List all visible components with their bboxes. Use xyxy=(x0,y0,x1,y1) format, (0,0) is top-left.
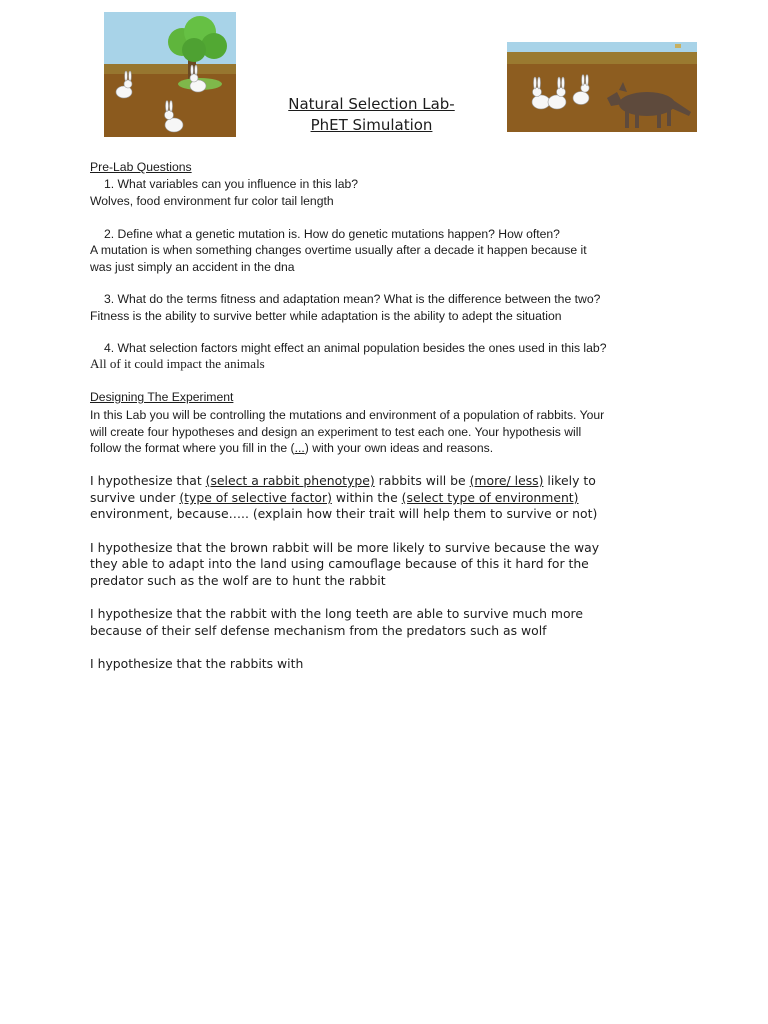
question-4: 4. What selection factors might effect an animal population besides the ones used in this lab? xyxy=(104,341,607,355)
design-line-3-pre: follow the format where you fill in the ( xyxy=(90,441,295,455)
template-text: I hypothesize that xyxy=(90,473,206,488)
design-line-3-post: ) with your own ideas and reasons. xyxy=(304,441,494,455)
hypothesis-3-line-1: I hypothesize that the rabbits with xyxy=(90,656,304,671)
template-text: likely to xyxy=(543,473,596,488)
template-text: within the xyxy=(331,490,402,505)
environment-placeholder: (select type of environment) xyxy=(401,490,579,505)
design-heading: Designing The Experiment xyxy=(90,390,234,404)
design-line-3 xyxy=(90,440,493,457)
page-title xyxy=(230,94,513,136)
answer-2-line-2: was just simply an accident in the dna xyxy=(90,260,295,274)
template-line-2 xyxy=(90,490,579,507)
template-text: rabbits will be xyxy=(374,473,470,488)
selective-factor-placeholder: (type of selective factor) xyxy=(179,490,332,505)
answer-2-line-1: A mutation is when something changes overtime usually after a decade it happen because it xyxy=(90,243,587,257)
answer-4: All of it could impact the animals xyxy=(90,356,265,371)
phenotype-placeholder: (select a rabbit phenotype) xyxy=(205,473,375,488)
design-line-1: In this Lab you will be controlling the mutations and environment of a population of rabbits. Your xyxy=(90,408,605,422)
hypothesis-1-line-2: they able to adapt into the land using camouflage because of this it hard for the xyxy=(90,556,589,571)
hypothesis-2-line-1: I hypothesize that the rabbit with the long teeth are able to survive much more xyxy=(90,606,583,621)
answer-3: Fitness is the ability to survive better while adaptation is the ability to adept the situation xyxy=(90,309,562,323)
prelab-heading: Pre-Lab Questions xyxy=(90,160,192,174)
question-3: 3. What do the terms fitness and adaptation mean? What is the difference between the two? xyxy=(104,292,601,306)
question-1: 1. What variables can you influence in this lab? xyxy=(104,177,359,191)
question-2: 2. Define what a genetic mutation is. How do genetic mutations happen? How often? xyxy=(104,227,560,241)
title-line-2: PhET Simulation xyxy=(310,116,433,134)
hypothesis-2-line-2: because of their self defense mechanism from the predators such as wolf xyxy=(90,623,547,638)
design-line-2: will create four hypotheses and design an experiment to test each one. Your hypothesis will xyxy=(90,425,582,439)
hypothesis-1-line-1: I hypothesize that the brown rabbit will be more likely to survive because the way xyxy=(90,540,600,555)
more-less-placeholder: (more/ less) xyxy=(469,473,544,488)
rabbits-wolf-illustration xyxy=(507,42,697,132)
template-line-1 xyxy=(90,473,596,490)
title-line-1: Natural Selection Lab- xyxy=(288,95,455,113)
rabbits-tree-illustration xyxy=(104,12,236,137)
hypothesis-1-line-3: predator such as the wolf are to hunt the rabbit xyxy=(90,573,386,588)
design-blank: ... xyxy=(294,441,305,455)
template-line-3: environment, because….. (explain how their trait will help them to survive or not) xyxy=(90,506,598,521)
template-text: survive under xyxy=(90,490,180,505)
answer-1: Wolves, food environment fur color tail length xyxy=(90,194,334,208)
